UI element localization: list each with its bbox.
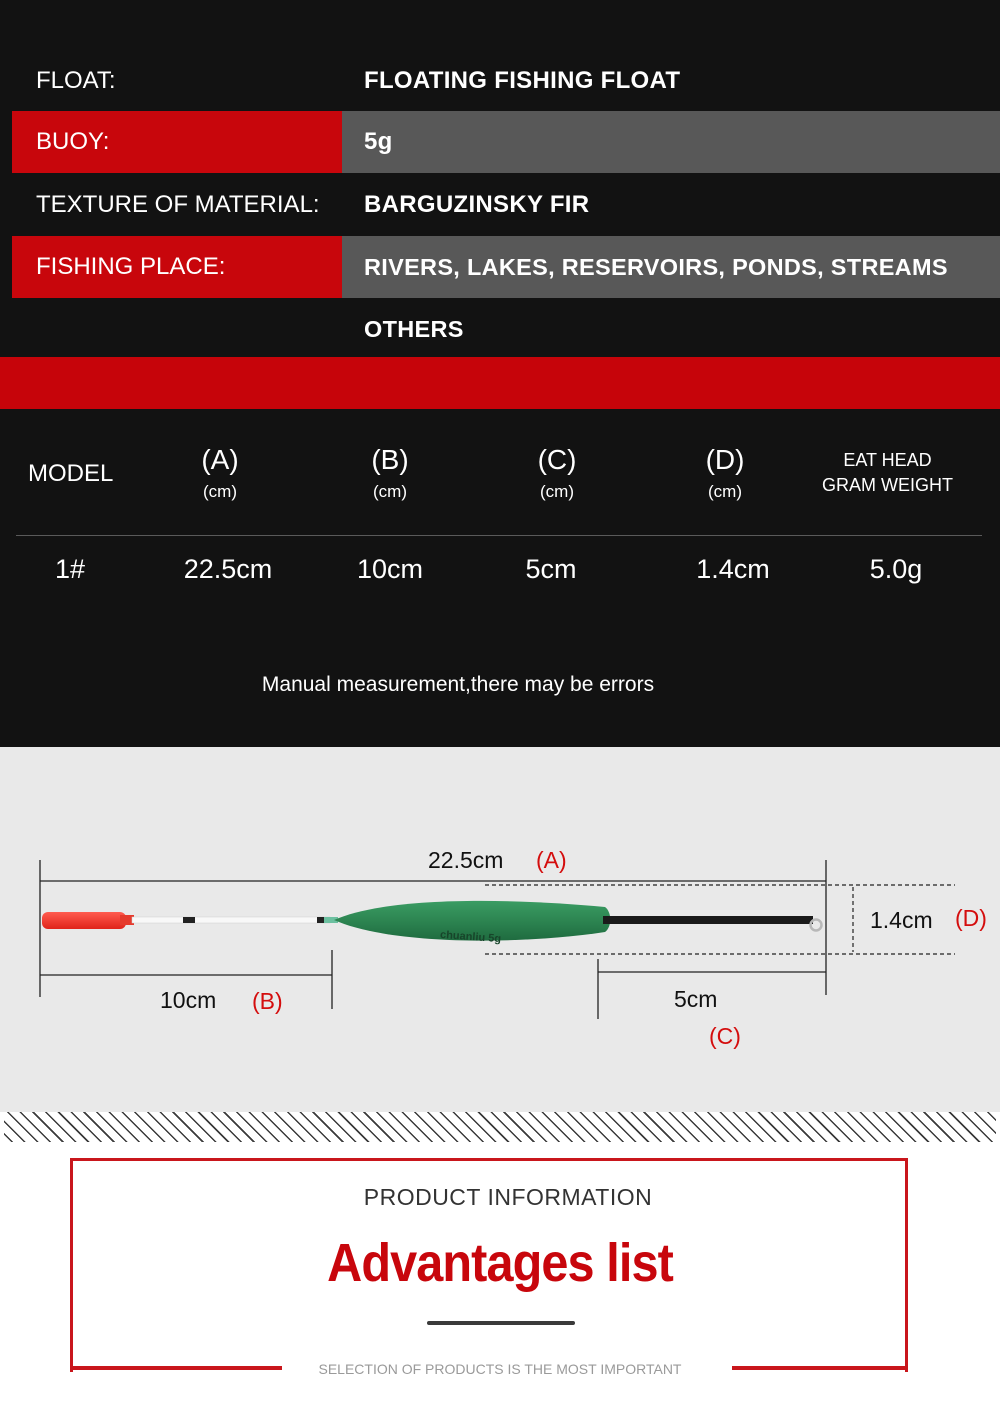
- svg-text:chuanliu 5g: chuanliu 5g: [439, 928, 502, 946]
- column-letter: (B): [371, 444, 409, 475]
- table-cell-c: 5cm: [525, 554, 577, 584]
- spec-label: FLOAT:: [36, 67, 116, 94]
- table-header-eat-weight: [800, 448, 975, 498]
- red-divider-band: [0, 357, 1000, 409]
- measurement-note: Manual measurement,there may be errors: [261, 673, 655, 696]
- spec-label: BUOY:: [12, 111, 342, 173]
- column-letter: (A): [201, 444, 239, 475]
- dim-a-tag: (A): [536, 847, 567, 873]
- dim-d-value: 1.4cm: [870, 907, 933, 933]
- dim-b-value: 10cm: [160, 987, 217, 1013]
- spec-value: 5g: [342, 111, 1000, 173]
- dim-c-tag: (C): [709, 1023, 741, 1049]
- spec-label: FISHING PLACE:: [12, 236, 342, 298]
- dim-c-value: 5cm: [674, 986, 718, 1012]
- spec-row-material: [12, 174, 1000, 236]
- table-header-c: [517, 444, 597, 502]
- table-rule: [16, 535, 982, 536]
- tagline: SELECTION OF PRODUCTS IS THE MOST IMPORTANT: [318, 1361, 682, 1377]
- spec-value: BARGUZINSKY FIR: [364, 191, 590, 218]
- spec-value: FLOATING FISHING FLOAT: [364, 67, 681, 94]
- dim-b-tag: (B): [252, 988, 283, 1014]
- column-letter: (D): [705, 444, 745, 475]
- column-unit: (cm): [203, 482, 237, 501]
- table-cell-d: 1.4cm: [696, 554, 770, 584]
- frame-bottom-left: [70, 1366, 282, 1370]
- column-letter: (C): [537, 444, 577, 475]
- spec-value: RIVERS, LAKES, RESERVOIRS, PONDS, STREAMS OTHERS: [342, 236, 1000, 298]
- table-cell-model: 1#: [54, 554, 86, 584]
- dim-a-value: 22.5cm: [428, 847, 504, 873]
- table-header-model: MODEL: [28, 460, 114, 487]
- spec-row-place: [12, 236, 1000, 342]
- eat-line2: GRAM WEIGHT: [822, 475, 953, 495]
- table-header-a: [180, 444, 260, 502]
- spec-row-buoy: [12, 111, 1000, 173]
- table-cell-weight: 5.0g: [869, 554, 923, 584]
- title-underline: [427, 1321, 575, 1325]
- column-unit: (cm): [373, 482, 407, 501]
- frame-bottom-right: [732, 1366, 908, 1370]
- advantages-title: Advantages list: [327, 1233, 673, 1293]
- dim-d-tag: (D): [955, 905, 987, 931]
- table-header-d: [685, 444, 765, 502]
- column-unit: (cm): [540, 482, 574, 501]
- table-header-b: [350, 444, 430, 502]
- dimension-diagram: [0, 747, 1000, 1112]
- column-unit: (cm): [708, 482, 742, 501]
- spec-row-float: [12, 50, 1000, 112]
- eat-line1: EAT HEAD: [843, 450, 932, 470]
- spec-label: TEXTURE OF MATERIAL:: [36, 191, 320, 218]
- hatch-divider: [4, 1112, 996, 1142]
- product-information-heading: PRODUCT INFORMATION: [363, 1184, 653, 1210]
- float-drawing: [0, 747, 1000, 1112]
- table-cell-a: 22.5cm: [183, 554, 273, 584]
- table-cell-b: 10cm: [356, 554, 424, 584]
